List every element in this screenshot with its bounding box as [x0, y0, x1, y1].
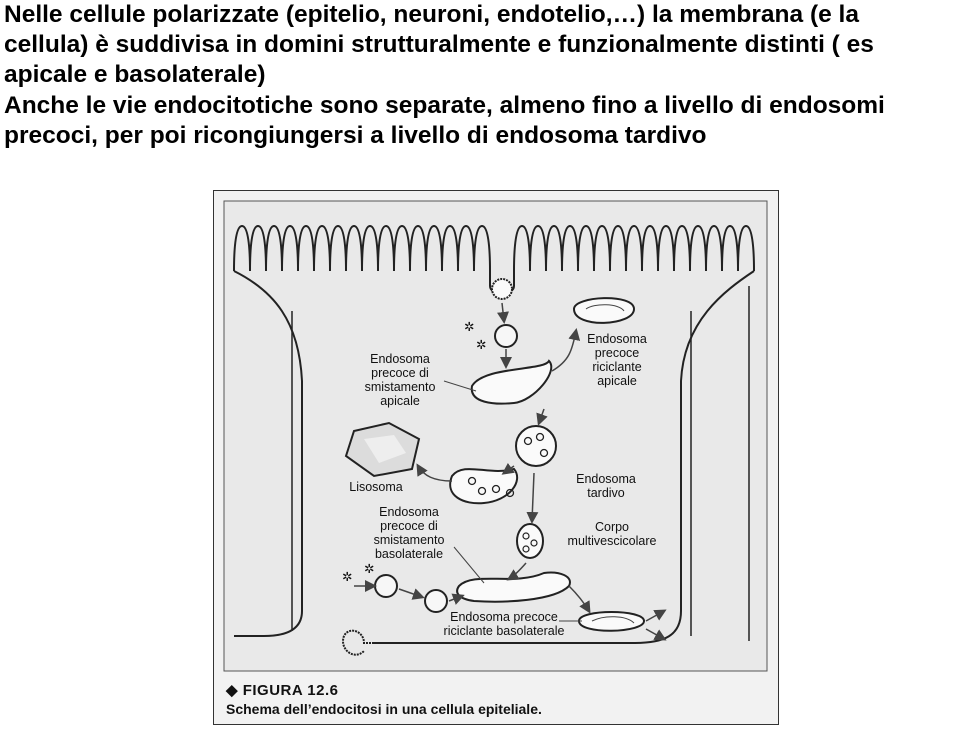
svg-text:Endosoma: Endosoma [587, 332, 647, 346]
svg-text:apicale: apicale [380, 394, 420, 408]
text-line: precoci, per poi ricongiungersi a livello di endosoma tardivo [4, 121, 707, 149]
ligand-icon: ✲ [342, 570, 353, 584]
basolateral-recycling-endosome [579, 612, 644, 631]
svg-text:Corpo: Corpo [594, 520, 630, 534]
label-basolateral-sorting [374, 505, 445, 561]
svg-text:basolaterale: basolaterale [374, 547, 444, 561]
svg-text:apicale: apicale [597, 374, 637, 388]
text-line: Anche le vie endocitotiche sono separate, almeno fino a livello di endosomi [4, 91, 885, 119]
label-basolateral-recycling [444, 610, 565, 638]
svg-text:Endosoma: Endosoma [576, 472, 636, 486]
svg-text:Endosoma: Endosoma [379, 505, 439, 519]
svg-text:riciclante: riciclante [592, 360, 642, 374]
svg-text:Endosoma: Endosoma [370, 352, 430, 366]
figure-caption [226, 681, 542, 717]
slide-text [4, 0, 960, 151]
svg-text:Lisosoma: Lisosoma [349, 480, 403, 494]
cell-diagram [214, 191, 777, 723]
apical-coated-pit [492, 279, 512, 299]
late-endosome [516, 426, 556, 466]
apical-recycling-endosome [574, 298, 634, 323]
svg-text:precoce di: precoce di [371, 366, 429, 380]
svg-text:precoce: precoce [594, 346, 640, 360]
apical-vesicle [495, 325, 517, 347]
ligand-icon: ✲ [476, 338, 487, 352]
svg-text:smistamento: smistamento [364, 380, 436, 394]
figure-description: Schema dell’endocitosi in una cellula epiteliale. [226, 701, 542, 717]
svg-text:precoce di: precoce di [380, 519, 438, 533]
ligand-icon: ✲ [464, 320, 475, 334]
svg-text:Endosoma precoce: Endosoma precoce [450, 610, 558, 624]
svg-text:smistamento: smistamento [373, 533, 445, 547]
basolateral-vesicle-2 [425, 590, 447, 612]
svg-text:riciclante basolaterale: riciclante basolaterale [443, 624, 565, 638]
endocytosis-figure [213, 190, 779, 725]
multivesicular-body [517, 524, 543, 558]
ligand-icon: ✲ [364, 562, 375, 576]
text-line: apicale e basolaterale) [4, 61, 266, 89]
svg-text:multivescicolare: multivescicolare [567, 534, 657, 548]
text-line: cellula) è suddivisa in domini strutturalmente e funzionalmente distinti ( es [4, 31, 874, 59]
text-line: Nelle cellule polarizzate (epitelio, neuroni, endotelio,…) la membrana (e la [4, 1, 859, 28]
label-lysosome [349, 480, 403, 494]
basolateral-vesicle-1 [375, 575, 397, 597]
svg-text:tardivo: tardivo [587, 486, 625, 500]
figure-number: ◆ FIGURA 12.6 [226, 682, 339, 699]
